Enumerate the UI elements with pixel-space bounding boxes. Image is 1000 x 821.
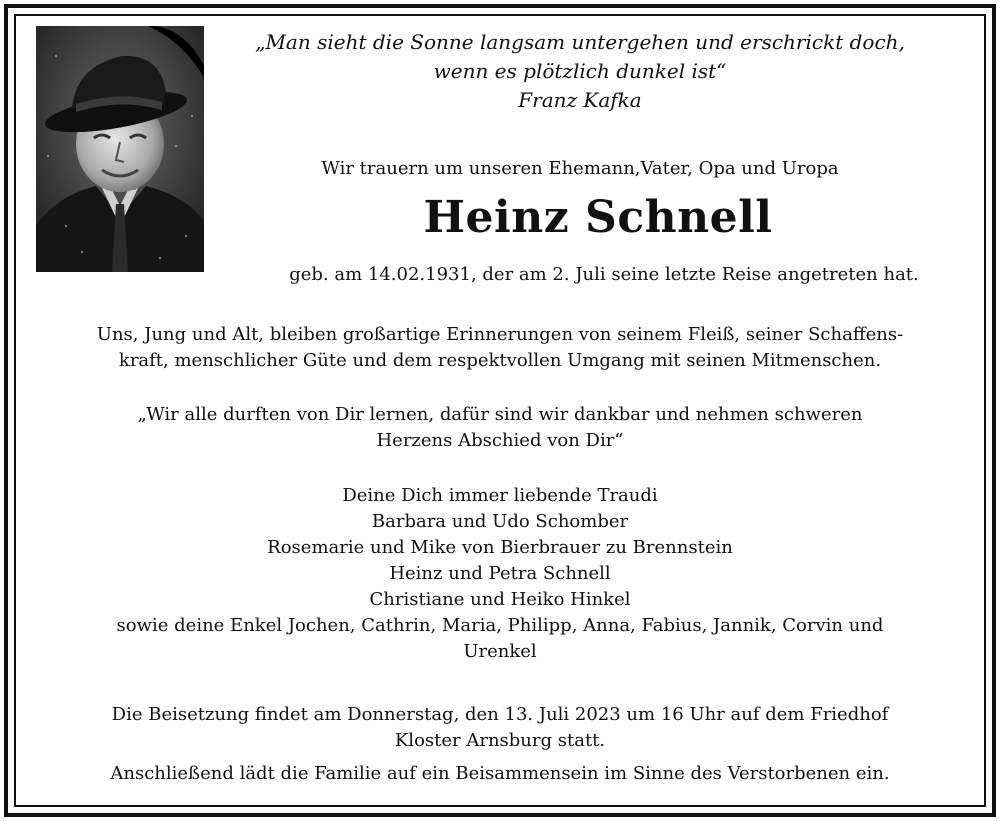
intro-line: Wir trauern um unseren Ehemann,Vater, Opa und Uropa (321, 158, 839, 179)
funeral-line: Die Beisetzung findet am Donnerstag, den 13. Juli 2023 um 16 Uhr auf dem Friedhof (111, 704, 889, 725)
gathering-line: Anschließend lädt die Familie auf ein Beisammensein im Sinne des Verstorbenen ein. (110, 763, 890, 784)
mourner-line: sowie deine Enkel Jochen, Cathrin, Maria, Philipp, Anna, Fabius, Jannik, Corvin und (116, 615, 884, 636)
tribute-paragraph (24, 322, 976, 374)
mourner-line: Barbara und Udo Schomber (371, 511, 629, 532)
farewell-quote-line: Herzens Abschied von Dir“ (376, 430, 624, 451)
portrait-photo (36, 26, 204, 272)
tribute-line: kraft, menschlicher Güte und dem respektvollen Umgang mit seinen Mitmenschen. (118, 350, 882, 371)
epigraph-author: Franz Kafka (518, 88, 642, 112)
farewell-quote (24, 402, 976, 454)
epigraph-line: wenn es plötzlich dunkel ist“ (433, 59, 727, 83)
birth-line: geb. am 14.02.1931, der am 2. Juli seine letzte Reise angetreten hat. (289, 264, 919, 285)
mourner-line: Urenkel (463, 641, 537, 662)
deceased-name: Heinz Schnell (423, 192, 773, 243)
funeral-info (24, 702, 976, 754)
epigraph (240, 28, 920, 115)
mourner-line: Rosemarie und Mike von Bierbrauer zu Brennstein (267, 537, 733, 558)
mourner-line: Heinz und Petra Schnell (389, 563, 611, 584)
funeral-line: Kloster Arnsburg statt. (394, 730, 606, 751)
mourner-line: Christiane und Heiko Hinkel (369, 589, 631, 610)
farewell-quote-line: „Wir alle durften von Dir lernen, dafür sind wir dankbar und nehmen schweren (137, 404, 863, 425)
mourner-line: Deine Dich immer liebende Traudi (342, 485, 658, 506)
tribute-line: Uns, Jung und Alt, bleiben großartige Erinnerungen von seinem Fleiß, seiner Schaffens- (96, 324, 904, 345)
epigraph-line: „Man sieht die Sonne langsam untergehen und erschrickt doch, (255, 30, 905, 54)
mourners-list (24, 483, 976, 665)
portrait-photo-icon (36, 26, 204, 272)
